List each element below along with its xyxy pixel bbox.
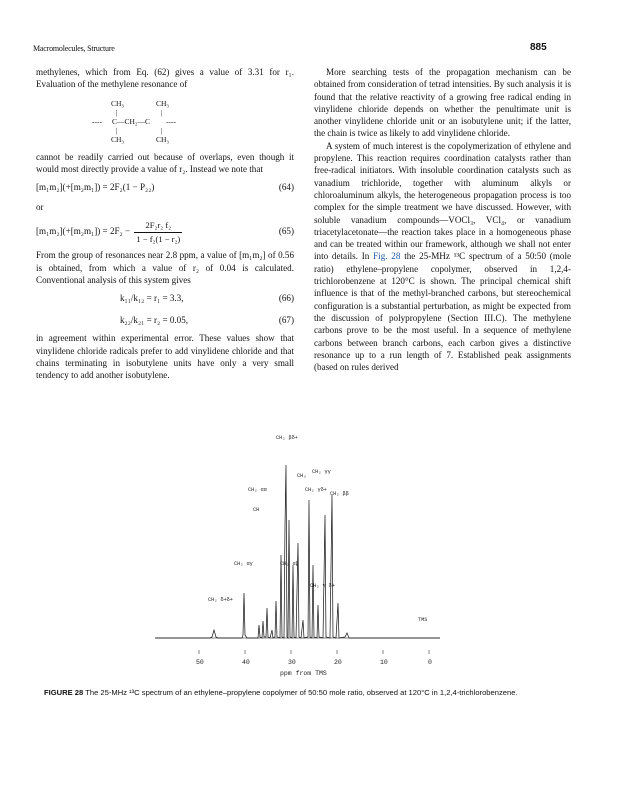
or-word: or	[36, 202, 44, 213]
peak-label-ab: CH₂ αβ	[280, 561, 299, 567]
equation-64-number: (64)	[278, 182, 294, 193]
equation-65	[36, 215, 294, 249]
peak-label-bb: CH₂ ββ	[330, 491, 349, 497]
struct-bond-up-left: |	[116, 107, 118, 117]
struct-bond-down-right: |	[161, 125, 163, 135]
equation-65-lhs: [m₁m₂](+[m₂m₁]) = 2F₂ −	[36, 226, 131, 237]
figure-28-link[interactable]: Fig. 28	[373, 251, 401, 262]
equation-65-number: (65)	[278, 226, 294, 237]
x-tick-40: 40	[242, 659, 250, 666]
left-paragraph-3: From the group of resonances near 2.8 ppm, a value of [m₁m₂] of 0.56 is obtained, from which a value of r₂ of 0.04 is calculated. Conventional analysis of this system gives	[36, 250, 294, 286]
struct-top-right: CH₃	[156, 98, 170, 108]
page-number: 885	[530, 42, 547, 53]
equation-66-expr: k₁₁/k₁₂ = r₁ = 3.3,	[120, 293, 184, 304]
struct-chain-left: ----	[92, 116, 102, 126]
equation-67-number: (67)	[278, 315, 294, 326]
equation-64-expr: [m₁m₂](+[m₂m₁]) = 2F₂(1 − P₂₂)	[36, 182, 155, 193]
peak-label-gd: CH₂ γδ+	[305, 487, 327, 493]
right-paragraph-2b: the 25-MHz ¹³C spectrum of a 50:50 (mole ratio) ethylene–propylene copolymer, observed in 1,2,4-trichlorobenzene at 120°C is shown. The principal chemical shift influence is that of the methyl-branched carbons, but stereochemical configuration is a substantial perturbation, as might be expected from the discussion of polypropylene (Section III.C). The methylene carbons prove to be the most useful. In a sequence of methylene carbons between branch carbons, each carbon gives a distinctive resonance up to a run length of 7. Established peak assignments (based on rules derived	[314, 251, 572, 373]
struct-middle: C—CH₂—C	[112, 116, 151, 126]
peak-label-gd2: CH₂ γ δ+	[310, 583, 335, 589]
equation-65-denominator: 1 − f₂(1 − r₂)	[136, 233, 181, 244]
peak-label-dd: CH₂ δ+δ+	[208, 597, 233, 603]
struct-chain-right: ----	[166, 116, 176, 126]
equation-64	[36, 175, 294, 201]
x-tick-20: 20	[334, 659, 342, 666]
nmr-spectrum-figure	[150, 425, 450, 680]
caption-text: The 25-MHz ¹³C spectrum of an ethylene–propylene copolymer of 50:50 mole ratio, observed at 120°C in 1,2,4-trichlorobenzene.	[85, 688, 518, 697]
equation-66	[36, 286, 294, 308]
equation-66-number: (66)	[278, 293, 294, 304]
x-tick-0: 0	[428, 659, 432, 666]
left-paragraph-1: methylenes, which from Eq. (62) gives a value of 3.31 for r₁. Evaluation of the methylene resonance of	[36, 67, 294, 90]
x-tick-10: 10	[380, 659, 388, 666]
struct-bottom-left: CH₃	[111, 134, 125, 144]
left-paragraph-2: cannot be readily carried out because of overlaps, even though it would most directly provide a value of r₂. Instead we note that	[36, 151, 294, 174]
equation-67	[36, 308, 294, 332]
caption-label: FIGURE 28	[44, 688, 84, 697]
struct-bond-down-left: |	[116, 125, 118, 135]
x-axis-label: ppm from TMS	[280, 670, 327, 677]
spectrum-trace	[155, 465, 440, 638]
running-head: Macromolecules, Structure	[33, 44, 115, 53]
equation-65-fraction	[134, 219, 182, 245]
figure-caption	[44, 688, 584, 698]
equation-67-expr: k₂₂/k₂₁ = r₂ = 0.05,	[120, 315, 189, 326]
right-paragraph-1: More searching tests of the propagation mechanism can be obtained from consideration of tetrad intensities. By such analysis it is found that the relative reactivity of a growing free radical ending in vinylidene chloride depends on whether the penultimate unit is another vinylidene chloride unit or an isobutylene unit; if the latter, the chain is twice as likely to add vinylidene chloride.	[314, 67, 571, 139]
peak-label-tms: TMS	[418, 617, 428, 623]
right-column	[314, 66, 571, 373]
struct-top-left: CH₃	[111, 98, 125, 108]
struct-bottom-right: CH₃	[156, 134, 170, 144]
peak-label-ag: CH₂ αγ	[234, 561, 253, 567]
nmr-spectrum-svg	[150, 425, 450, 680]
peak-label-ch: CH	[253, 507, 260, 513]
x-tick-50: 50	[196, 659, 204, 666]
peak-label-aa: CH₂ αα	[248, 487, 267, 493]
left-column	[36, 66, 294, 382]
peak-label-gg: CH₂ γγ	[312, 469, 331, 475]
right-paragraph-2	[314, 140, 571, 374]
x-tick-30: 30	[288, 659, 296, 666]
peak-label-bd: CH₂ βδ+	[276, 435, 298, 441]
left-paragraph-4: in agreement within experimental error. These values show that vinylidene chloride radicals prefer to add vinylidene chloride and that chains terminating in isobutylene units have only a very small tendency to add another isobutylene.	[36, 333, 294, 381]
equation-65-numerator: 2F₂r₂ f₂	[134, 219, 182, 232]
right-paragraph-2a: A system of much interest is the copolymerization of ethylene and propylene. This reaction requires coordination catalysts rather than free-radical initiators. With insoluble coordination catalysts such as vanadium trichloride, together with aluminum alkyls or chloroaluminum alkyls, the heterogeneous propagation process is too complex for the simple treatment we have discussed. However, with soluble vanadium compounds—VOCl₃, VCl₄, or vanadium triacetylacetonate—the reaction takes place in a homogeneous phase and can be treated within our framework, although we shall not enter into details. In	[314, 140, 571, 262]
struct-bond-up-right: |	[161, 107, 163, 117]
chemical-structure	[36, 99, 294, 145]
x-axis	[199, 650, 429, 654]
peak-label-ch3: CH₃	[297, 473, 307, 479]
